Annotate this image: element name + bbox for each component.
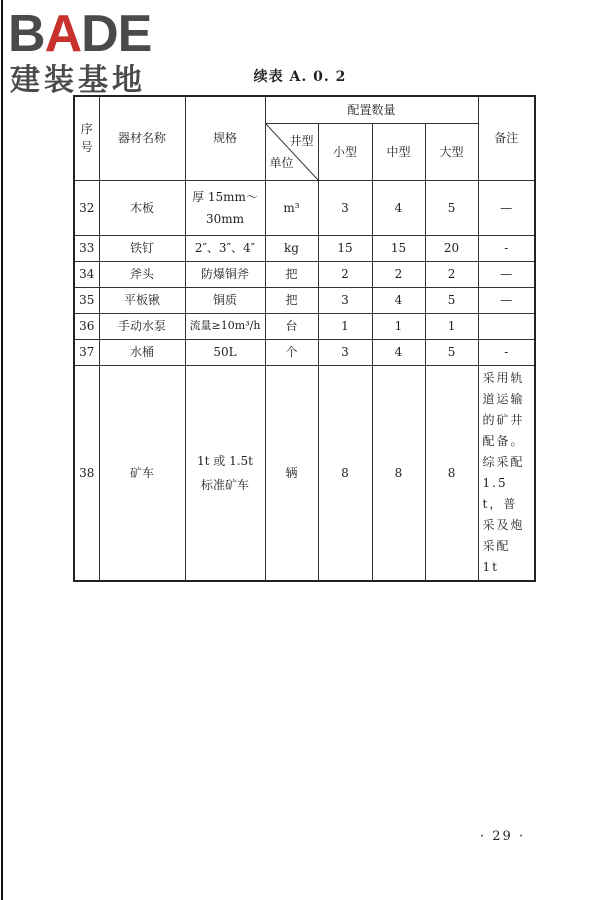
row-seq: 32 — [74, 180, 99, 235]
row-large: 5 — [425, 339, 478, 365]
row-small: 3 — [318, 287, 372, 313]
header-shaft-type: 井型 — [289, 133, 314, 148]
header-small: 小型 — [318, 123, 372, 180]
binding-line — [1, 0, 3, 900]
row-small: 1 — [318, 313, 372, 339]
row-name: 水桶 — [99, 339, 185, 365]
row-unit: kg — [265, 235, 318, 261]
row-name: 手动水泵 — [99, 313, 185, 339]
table-row — [74, 313, 535, 339]
row-medium: 2 — [372, 261, 425, 287]
table-row — [74, 235, 535, 261]
table-row — [74, 261, 535, 287]
row-remark: - — [478, 235, 535, 261]
row-name: 平板锹 — [99, 287, 185, 313]
row-medium: 1 — [372, 313, 425, 339]
row-remark: - — [478, 339, 535, 365]
table-row — [74, 287, 535, 313]
header-name: 器材名称 — [99, 96, 185, 180]
row-unit: 把 — [265, 287, 318, 313]
row-unit: 个 — [265, 339, 318, 365]
table-row — [74, 365, 535, 581]
row-remark: — — [478, 261, 535, 287]
row-name: 铁钉 — [99, 235, 185, 261]
row-small: 2 — [318, 261, 372, 287]
header-large: 大型 — [425, 123, 478, 180]
row-large: 5 — [425, 180, 478, 235]
row-name: 木板 — [99, 180, 185, 235]
row-seq: 37 — [74, 339, 99, 365]
row-remark: — — [478, 180, 535, 235]
row-spec: 1t 或 1.5t 标准矿车 — [185, 365, 265, 581]
table-row — [74, 339, 535, 365]
row-medium: 8 — [372, 365, 425, 581]
page-number: · 29 · — [480, 829, 526, 844]
row-remark: 采用轨道运输的矿井配备。综采配 1.5 t，普采及炮采配 1t — [478, 365, 535, 581]
row-medium: 15 — [372, 235, 425, 261]
row-seq: 38 — [74, 365, 99, 581]
row-remark: — — [478, 287, 535, 313]
table-row — [74, 180, 535, 235]
header-remark: 备注 — [478, 96, 535, 180]
header-spec: 规格 — [185, 96, 265, 180]
row-name: 矿车 — [99, 365, 185, 581]
row-seq: 34 — [74, 261, 99, 287]
row-unit: 辆 — [265, 365, 318, 581]
row-unit: 把 — [265, 261, 318, 287]
row-spec: 50L — [185, 339, 265, 365]
row-medium: 4 — [372, 180, 425, 235]
row-seq: 35 — [74, 287, 99, 313]
row-small: 3 — [318, 180, 372, 235]
row-large: 1 — [425, 313, 478, 339]
row-small: 8 — [318, 365, 372, 581]
row-small: 3 — [318, 339, 372, 365]
header-medium: 中型 — [372, 123, 425, 180]
row-large: 8 — [425, 365, 478, 581]
row-unit: 台 — [265, 313, 318, 339]
header-config-qty: 配置数量 — [265, 96, 478, 123]
row-name: 斧头 — [99, 261, 185, 287]
row-large: 5 — [425, 287, 478, 313]
row-seq: 36 — [74, 313, 99, 339]
header-unit: 单位 — [269, 155, 294, 170]
row-small: 15 — [318, 235, 372, 261]
row-seq: 33 — [74, 235, 99, 261]
logo-subtitle: 建装基地 — [10, 63, 146, 98]
logo-wordmark: BADE — [8, 5, 152, 63]
row-spec: 厚 15mm～ 30mm — [185, 180, 265, 235]
row-spec: 流量≥10m³/h — [185, 313, 265, 339]
header-seq: 序 号 — [74, 96, 99, 180]
row-large: 2 — [425, 261, 478, 287]
row-spec: 铜质 — [185, 287, 265, 313]
row-remark — [478, 313, 535, 339]
table-title: 续表 A. 0. 2 — [253, 69, 347, 85]
header-diagonal-cell — [265, 123, 318, 180]
row-unit: m³ — [265, 180, 318, 235]
row-medium: 4 — [372, 339, 425, 365]
equipment-table — [73, 95, 536, 582]
row-spec: 防爆铜斧 — [185, 261, 265, 287]
row-medium: 4 — [372, 287, 425, 313]
header-row-1 — [74, 96, 535, 123]
row-large: 20 — [425, 235, 478, 261]
row-spec: 2″、3″、4″ — [185, 235, 265, 261]
